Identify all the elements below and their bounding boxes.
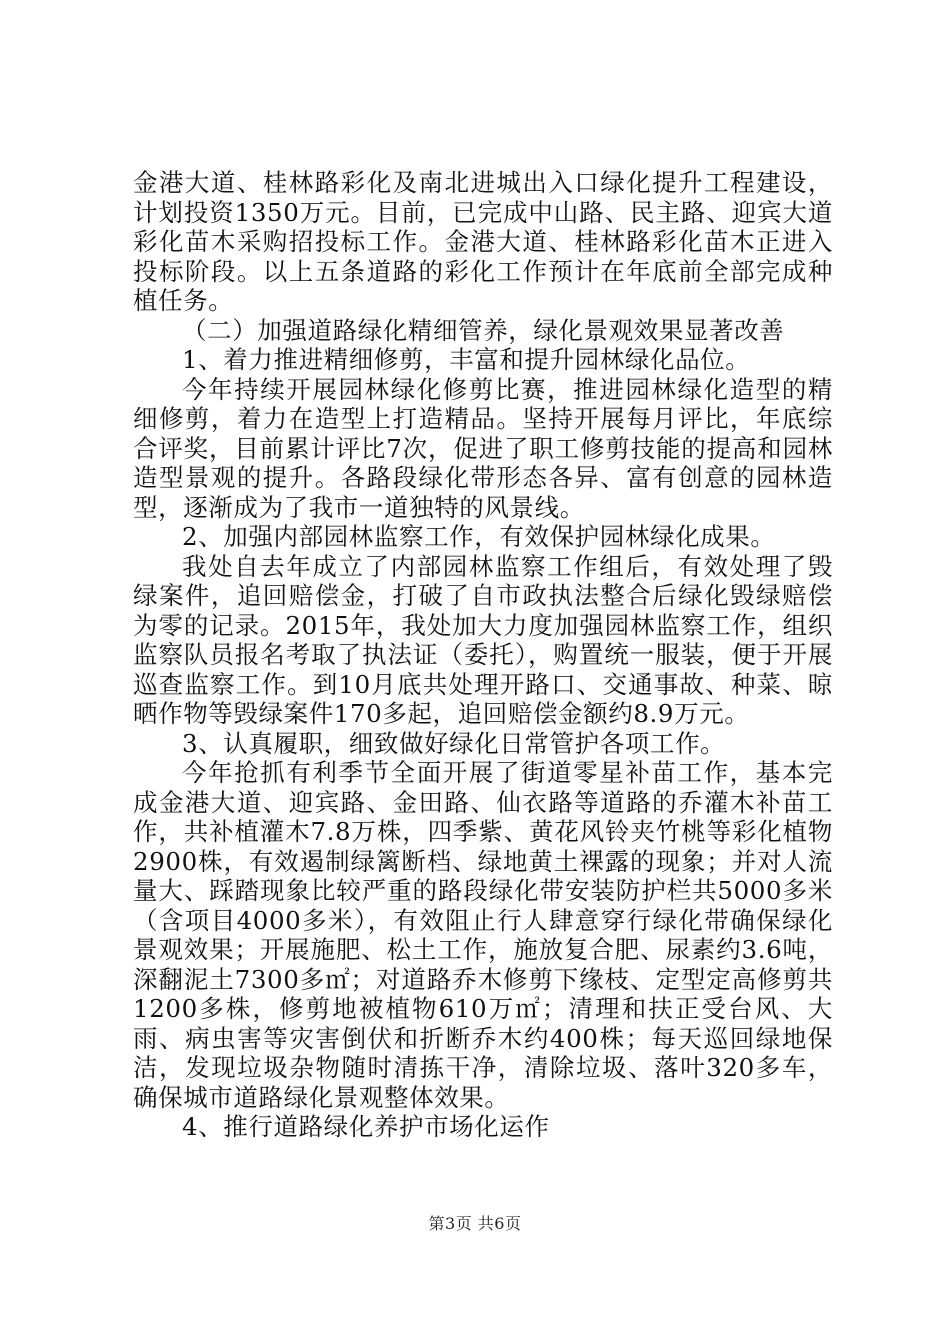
paragraph-inspection: 我处自去年成立了内部园林监察工作组后，有效处理了毁绿案件，追回赔偿金，打破了自市政执法整合后绿化毁绿赔偿为零的记录。2015年，我处加大力度加强园林监察工作，组织监察队员报名考取了执法证（委托），购置统一服装，便于开展巡查监察工作。到10月底共处理开路口、交通事故、种菜、晾晒作物等毁绿案件170多起，追回赔偿金额约8.9万元。 [133, 551, 833, 728]
paragraph-maintenance: 今年抢抓有利季节全面开展了街道零星补苗工作，基本完成金港大道、迎宾路、金田路、仙衣路等道路的乔灌木补苗工作，共补植灌木7.8万株，四季紫、黄花风铃夹竹桃等彩化植物2900株，有效遏制绿篱断档、绿地黄土裸露的现象；并对人流量大、踩踏现象比较严重的路段绿化带安装防护栏共5000多米（含项目4000多米），有效阻止行人肆意穿行绿化带确保绿化景观效果；开展施肥、松土工作，施放复合肥、尿素约3.6吨，深翻泥土7300多㎡；对道路乔木修剪下缘枝、定型定高修剪共1200多株，修剪地被植物610万㎡；清理和扶正受台风、大雨、病虫害等灾害倒伏和折断乔木约400株；每天巡回绿地保洁，发现垃圾杂物随时清拣干净，清除垃圾、落叶320多车，确保城市道路绿化景观整体效果。 [133, 758, 833, 1112]
paragraph-greening-projects: 金港大道、桂林路彩化及南北进城出入口绿化提升工程建设，计划投资1350万元。目前，已完成中山路、民主路、迎宾大道彩化苗木采购招投标工作。金港大道、桂林路彩化苗木正进入投标阶段。以上五条道路的彩化工作预计在年底前全部完成种植任务。 [133, 168, 833, 315]
document-body [133, 168, 833, 1142]
page-number-footer: 第3页 共6页 [428, 1214, 522, 1233]
subheading-3-maintenance: 3、认真履职，细致做好绿化日常管护各项工作。 [182, 728, 726, 758]
subheading-4-marketization: 4、推行道路绿化养护市场化运作 [182, 1112, 550, 1141]
paragraph-pruning: 今年持续开展园林绿化修剪比赛，推进园林绿化造型的精细修剪，着力在造型上打造精品。坚持开展每月评比，年底综合评奖，目前累计评比7次，促进了职工修剪技能的提高和园林造型景观的提升。各路段绿化带形态各异、富有创意的园林造型，逐渐成为了我市一道独特的风景线。 [133, 374, 833, 522]
section-heading-2: （二）加强道路绿化精细管养，绿化景观效果显著改善 [182, 315, 785, 345]
subheading-1-pruning: 1、着力推进精细修剪，丰富和提升园林绿化品位。 [182, 345, 751, 374]
subheading-2-inspection: 2、加强内部园林监察工作，有效保护园林绿化成果。 [182, 522, 776, 551]
